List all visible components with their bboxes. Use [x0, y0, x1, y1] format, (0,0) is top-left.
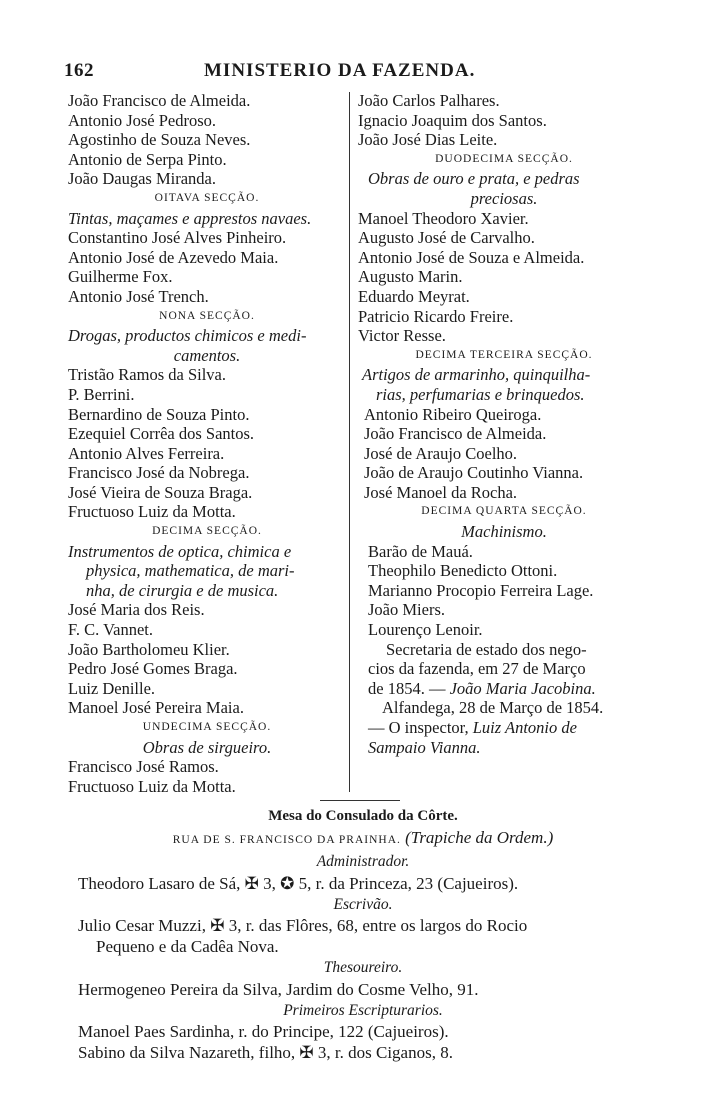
- list-item: Victor Resse.: [358, 326, 446, 346]
- closing-inspector-cont: Sampaio Vianna.: [368, 737, 481, 757]
- list-item: Francisco José Ramos.: [68, 757, 219, 777]
- section-heading-decima-terceira: DECIMA TERCEIRA SECÇÃO.: [415, 348, 593, 361]
- section-heading-decima: DECIMA SECÇÃO.: [152, 525, 262, 538]
- list-item: Barão de Mauá.: [368, 541, 473, 561]
- list-item: Constantino José Alves Pinheiro.: [68, 228, 287, 248]
- consulado-address: RUA DE S. FRANCISCO DA PRAINHA. (Trapiche da Ordem.): [172, 828, 554, 848]
- left-column: [68, 91, 346, 796]
- list-item: Manoel José Pereira Maia.: [68, 698, 244, 718]
- list-item: Tristão Ramos da Silva.: [68, 365, 226, 385]
- list-item: Antonio José Trench.: [68, 286, 209, 306]
- consulado-section: [78, 806, 648, 1063]
- closing-paragraph: cios da fazenda, em 27 de Março: [368, 659, 586, 679]
- entry-line: Hermogeneo Pereira da Silva, Jardim do Cosme Velho, 91.: [78, 979, 479, 999]
- list-item: Antonio José de Azevedo Maia.: [68, 247, 279, 267]
- section-subject-cont: camentos.: [173, 345, 241, 365]
- section-heading-nona: NONA SECÇÃO.: [159, 309, 255, 322]
- list-item: Theophilo Benedicto Ottoni.: [368, 561, 558, 581]
- column-divider: [349, 92, 350, 792]
- page-header: [64, 60, 494, 86]
- list-item: José Manoel da Rocha.: [364, 482, 518, 502]
- list-item: Ignacio Joaquim dos Santos.: [358, 110, 547, 130]
- list-item: Eduardo Meyrat.: [358, 286, 470, 306]
- role-label: Administrador.: [316, 853, 410, 871]
- role-label: Primeiros Escripturarios.: [283, 1001, 443, 1019]
- list-item: João Francisco de Almeida.: [68, 91, 251, 110]
- list-item: Antonio de Serpa Pinto.: [68, 149, 227, 169]
- section-heading-duodecima: DUODECIMA SECÇÃO.: [435, 152, 573, 165]
- entry-line: Manoel Paes Sardinha, r. do Principe, 122 (Cajueiros).: [78, 1022, 449, 1042]
- running-head: MINISTERIO DA FAZENDA.: [204, 60, 476, 81]
- list-item: Antonio José de Souza e Almeida.: [358, 247, 585, 267]
- list-item: José Vieira de Souza Braga.: [68, 482, 253, 502]
- section-subject: Artigos de armarinho, quinquilha-: [362, 365, 591, 385]
- list-item: Fructuoso Luiz da Motta.: [68, 776, 236, 796]
- role-label: Thesoureiro.: [323, 959, 403, 977]
- entry-line: Theodoro Lasaro de Sá, ✠ 3, ✪ 5, r. da Princeza, 23 (Cajueiros).: [78, 873, 519, 893]
- list-item: José Maria dos Reis.: [68, 600, 205, 620]
- section-subject-cont: physica, mathematica, de mari-: [86, 561, 295, 581]
- list-item: Agostinho de Souza Neves.: [68, 130, 251, 150]
- section-subject: Tintas, maçames e apprestos navaes.: [68, 208, 312, 228]
- list-item: Augusto José de Carvalho.: [358, 228, 535, 248]
- list-item: João Daugas Miranda.: [68, 169, 217, 189]
- consulado-title: Mesa do Consulado da Côrte.: [268, 808, 458, 824]
- list-item: F. C. Vannet.: [68, 620, 154, 640]
- list-item: João Carlos Palhares.: [358, 91, 500, 110]
- list-item: Fructuoso Luiz da Motta.: [68, 502, 236, 522]
- section-subject-cont: preciosas.: [470, 188, 538, 208]
- list-item: Ezequiel Corrêa dos Santos.: [68, 424, 255, 444]
- list-item: João Bartholomeu Klier.: [68, 639, 230, 659]
- section-subject: Obras de sirgueiro.: [142, 737, 272, 757]
- section-subject: Drogas, productos chimicos e medi-: [68, 326, 307, 346]
- closing-inspector: — O inspector, Luiz Antonio de: [368, 718, 577, 737]
- list-item: João José Dias Leite.: [358, 130, 498, 150]
- section-subject-cont: rias, perfumarias e brinquedos.: [376, 384, 585, 404]
- list-item: Antonio José Pedroso.: [68, 110, 217, 130]
- role-label: Escrivão.: [333, 895, 393, 913]
- list-item: Manoel Theodoro Xavier.: [358, 208, 529, 228]
- closing-paragraph-signature: de 1854. — João Maria Jacobina.: [368, 678, 596, 698]
- section-divider: [320, 800, 400, 801]
- section-heading-undecima: UNDECIMA SECÇÃO.: [142, 721, 272, 733]
- list-item: João Miers.: [368, 600, 445, 620]
- list-item: Pedro José Gomes Braga.: [68, 659, 238, 679]
- entry-line-cont: Pequeno e da Cadêa Nova.: [96, 937, 279, 957]
- section-subject: Obras de ouro e prata, e pedras: [368, 169, 580, 189]
- list-item: João de Araujo Coutinho Vianna.: [364, 463, 584, 483]
- right-column: [358, 91, 650, 757]
- section-subject: Machinismo.: [461, 522, 547, 542]
- list-item: Lourenço Lenoir.: [368, 620, 483, 640]
- list-item: Guilherme Fox.: [68, 267, 173, 287]
- list-item: Augusto Marin.: [358, 267, 463, 287]
- entry-line: Julio Cesar Muzzi, ✠ 3, r. das Flôres, 68, entre os largos do Rocio: [78, 916, 528, 936]
- list-item: Francisco José da Nobrega.: [68, 463, 250, 483]
- entry-line: Sabino da Silva Nazareth, filho, ✠ 3, r. dos Ciganos, 8.: [78, 1043, 453, 1063]
- section-heading-decima-quarta: DECIMA QUARTA SECÇÃO.: [421, 505, 587, 518]
- list-item: Bernardino de Souza Pinto.: [68, 404, 250, 424]
- list-item: Antonio Alves Ferreira.: [68, 443, 225, 463]
- list-item: P. Berrini.: [68, 384, 135, 404]
- list-item: João Francisco de Almeida.: [364, 424, 547, 444]
- list-item: Marianno Procopio Ferreira Lage.: [368, 580, 594, 600]
- closing-paragraph: Secretaria de estado dos nego-: [386, 639, 587, 659]
- list-item: Antonio Ribeiro Queiroga.: [364, 404, 542, 424]
- section-subject-cont: nha, de cirurgia e de musica.: [86, 580, 279, 600]
- section-subject: Instrumentos de optica, chimica e: [68, 541, 292, 561]
- closing-dateline: Alfandega, 28 de Março de 1854.: [382, 698, 604, 718]
- list-item: José de Araujo Coelho.: [364, 443, 518, 463]
- page-number: 162: [64, 60, 94, 81]
- section-heading-oitava: OITAVA SECÇÃO.: [154, 191, 260, 204]
- list-item: Luiz Denille.: [68, 678, 156, 698]
- list-item: Patricio Ricardo Freire.: [358, 306, 514, 326]
